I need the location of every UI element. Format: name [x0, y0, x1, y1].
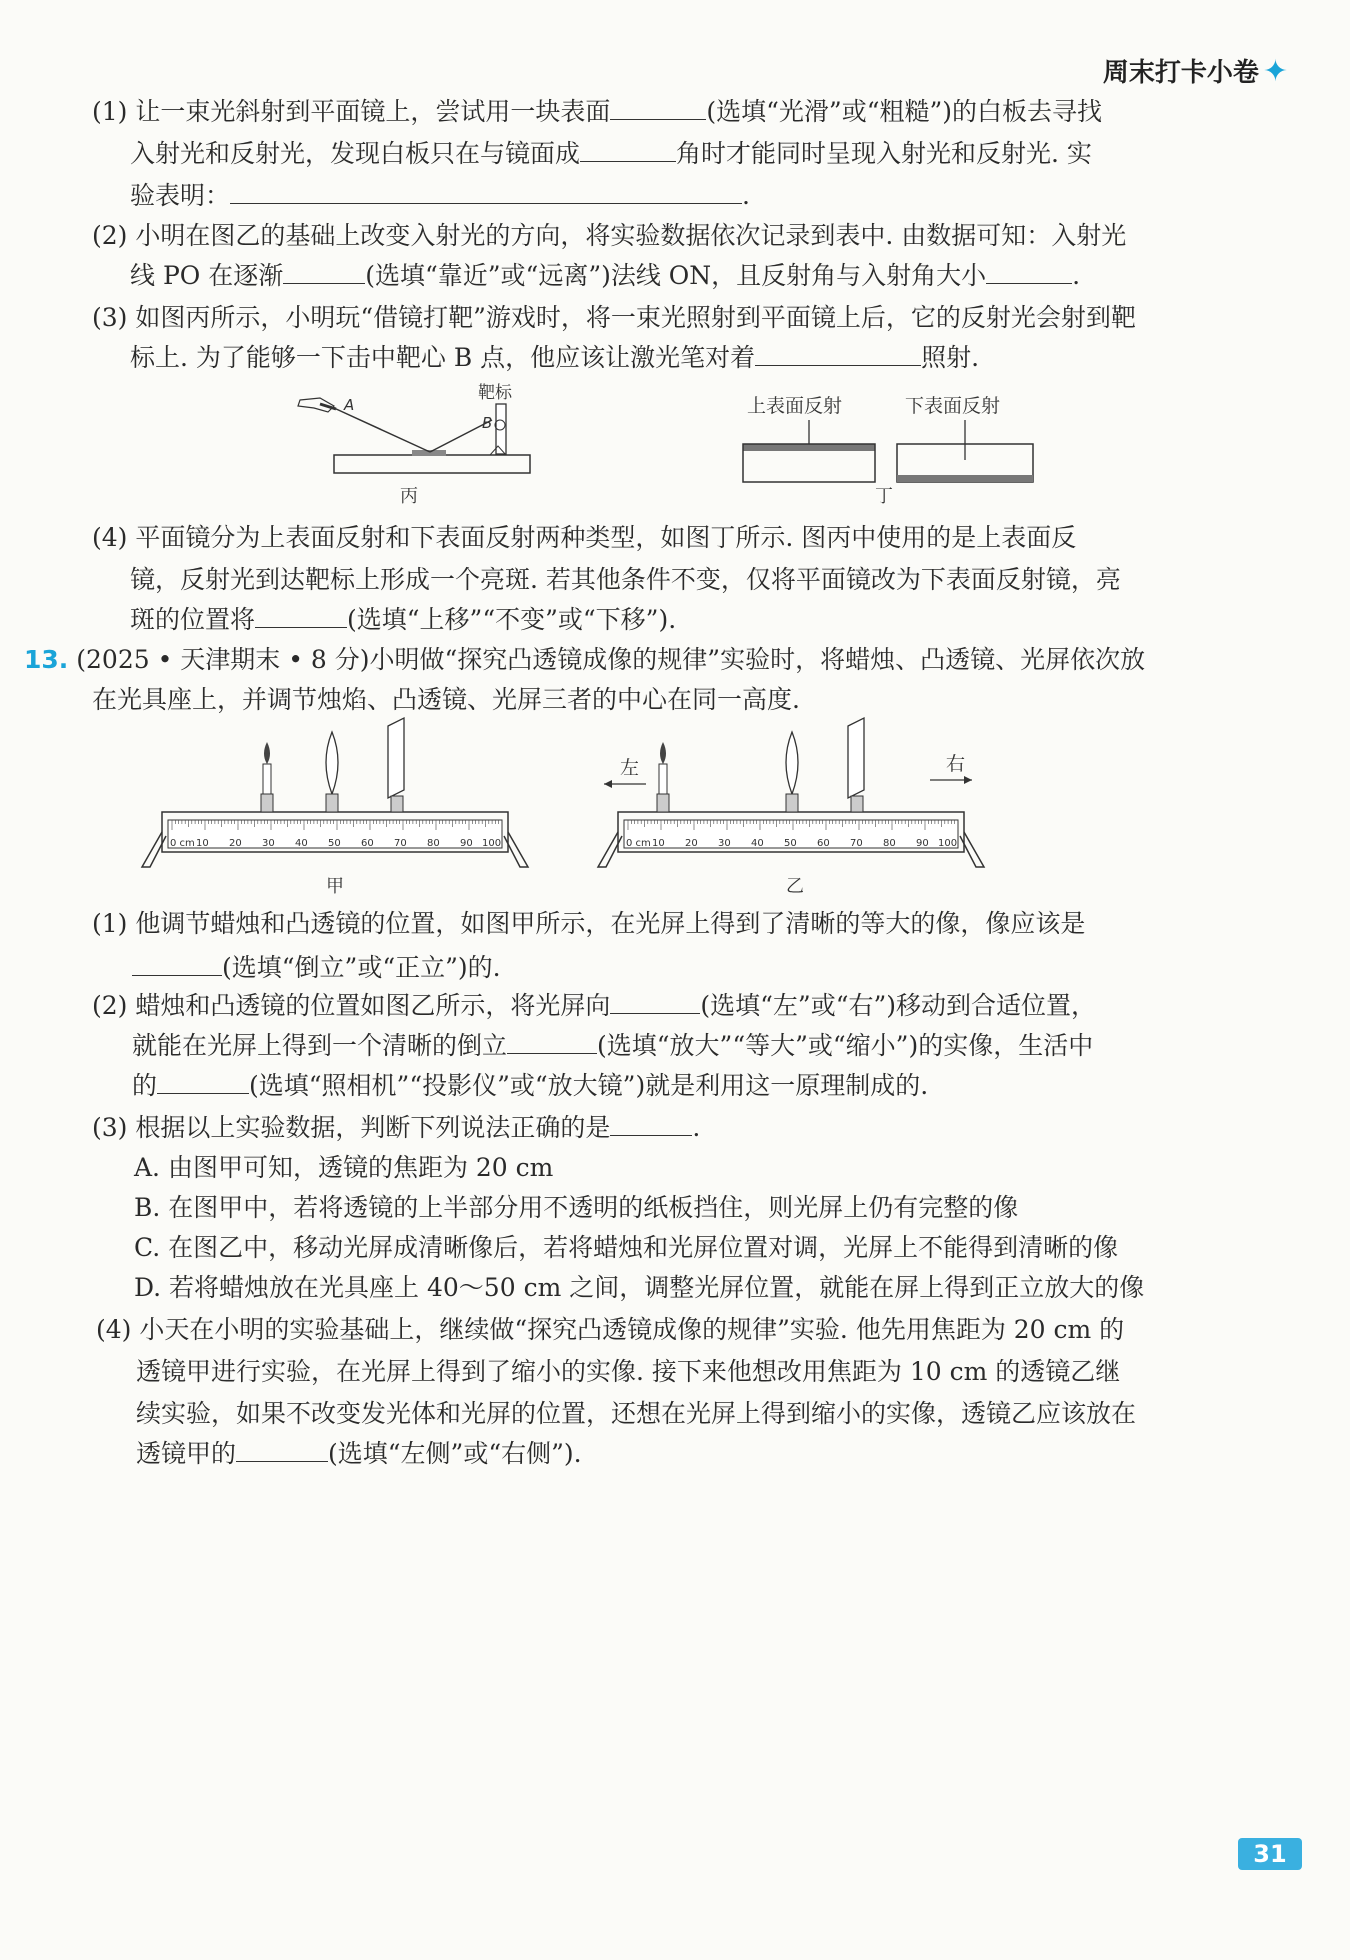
text: (选填“倒立”或“正立”)的. [222, 953, 501, 982]
convex-lens [786, 732, 798, 794]
text: (3) 根据以上实验数据，判断下列说法正确的是 [92, 1113, 611, 1142]
answer-blank[interactable] [610, 97, 706, 120]
text: . [742, 181, 750, 210]
label-b: B [482, 414, 493, 432]
caption-yi: 乙 [786, 876, 804, 897]
ruler-tick-label: 70 [850, 838, 863, 849]
text: 透镜甲的 [136, 1439, 237, 1468]
q13-p4-line4 [136, 1438, 582, 1470]
ruler-tick-label: 70 [394, 838, 407, 849]
q13-p1-line1: (1) 他调节蜡烛和凸透镜的位置，如图甲所示，在光屏上得到了清晰的等大的像，像应该是 [92, 909, 1086, 938]
figure-ding [735, 380, 1045, 510]
text: (1) 让一束光斜射到平面镜上，尝试用一块表面 [92, 97, 611, 126]
text: 角时才能同时呈现入射光和反射光. 实 [676, 139, 1092, 168]
q12-p3-line1: (3) 如图丙所示，小明玩“借镜打靶”游戏时，将一束光照射到平面镜上后，它的反射光会射到靶 [92, 303, 1136, 332]
text: 的 [132, 1071, 158, 1100]
q13-p4-line1: (4) 小天在小明的实验基础上，继续做“探究凸透镜成像的规律”实验. 他先用焦距为 20 cm 的 [96, 1315, 1125, 1344]
label-a: A [344, 396, 355, 414]
ruler-tick-label: 50 [328, 838, 341, 849]
caption-jia: 甲 [326, 876, 344, 897]
answer-blank[interactable] [157, 1071, 249, 1094]
light-screen [848, 718, 864, 798]
page-header [1103, 52, 1288, 89]
page-number: 31 [1238, 1838, 1302, 1870]
ruler-tick-label: 100 [482, 838, 502, 849]
q12-p1-line1 [92, 96, 1102, 128]
q13-p4-line3: 续实验，如果不改变发光体和光屏的位置，还想在光屏上得到缩小的实像，透镜乙应该放在 [136, 1399, 1137, 1428]
answer-blank[interactable] [507, 1031, 597, 1054]
answer-blank[interactable] [283, 261, 365, 284]
lower-reflect-layer [897, 475, 1033, 482]
text: 入射光和反射光，发现白板只在与镜面成 [130, 139, 581, 168]
answer-blank[interactable] [755, 343, 921, 366]
ruler-tick-label: 40 [295, 838, 308, 849]
q12-p1-line3 [130, 180, 750, 212]
q13-intro-line2: 在光具座上，并调节烛焰、凸透镜、光屏三者的中心在同一高度. [92, 685, 800, 714]
figure-jia [132, 712, 532, 902]
screen-holder [851, 796, 863, 812]
text: (选填“放大”“等大”或“缩小”)的实像，生活中 [597, 1031, 1094, 1060]
choice-b[interactable]: B. 在图甲中，若将透镜的上半部分用不透明的纸板挡住，则光屏上仍有完整的像 [134, 1193, 1019, 1222]
text: (2) 蜡烛和凸透镜的位置如图乙所示，将光屏向 [92, 991, 611, 1020]
ruler-tick-label: 10 [652, 838, 665, 849]
question-number: 13. [24, 645, 69, 674]
incident-ray [334, 408, 430, 452]
caption-bing: 丙 [400, 486, 418, 507]
ruler-tick-label: 0 cm [626, 838, 651, 849]
flame-icon [660, 742, 666, 764]
candle [659, 764, 667, 794]
text: (2025 • 天津期末 • 8 分)小明做“探究凸透镜成像的规律”实验时，将蜡烛、凸透镜、光屏依次放 [76, 645, 1146, 674]
star-icon: ✦ [1262, 54, 1288, 89]
text: (选填“靠近”或“远离”)法线 ON，且反射角与入射角大小 [365, 261, 987, 290]
ruler-tick-label: 30 [262, 838, 275, 849]
ruler-tick-label: 20 [229, 838, 242, 849]
text: (选填“照相机”“投影仪”或“放大镜”)就是利用这一原理制成的. [249, 1071, 929, 1100]
q13-p3-line1 [92, 1112, 700, 1144]
ruler-tick-label: 80 [427, 838, 440, 849]
choice-c[interactable]: C. 在图乙中，移动光屏成清晰像后，若将蜡烛和光屏位置对调，光屏上不能得到清晰的像 [134, 1233, 1119, 1262]
q12-p1-line2 [130, 138, 1092, 170]
q13-p2-line2 [132, 1030, 1093, 1062]
flame-icon [264, 742, 270, 764]
answer-blank[interactable] [610, 991, 700, 1014]
answer-blank[interactable] [236, 1439, 328, 1462]
text: 照射. [921, 343, 980, 372]
answer-blank[interactable] [610, 1113, 692, 1136]
q12-p4-line3 [130, 604, 676, 636]
upper-surface-label: 上表面反射 [747, 395, 843, 417]
ruler-tick-label: 90 [460, 838, 473, 849]
mirror-base [334, 455, 530, 473]
text: (选填“上移”“不变”或“下移”). [347, 605, 677, 634]
ruler-tick-label: 60 [361, 838, 374, 849]
text: 标上. 为了能够一下击中靶心 B 点，他应该让激光笔对着 [130, 343, 756, 372]
q13-intro-line1 [24, 644, 1145, 676]
candle-holder [657, 794, 669, 812]
right-label: 右 [946, 753, 966, 775]
q12-p4-line2: 镜，反射光到达靶标上形成一个亮斑. 若其他条件不变，仅将平面镜改为下表面反射镜，亮 [130, 565, 1121, 594]
figure-yi [596, 712, 996, 902]
choice-d[interactable]: D. 若将蜡烛放在光具座上 40～50 cm 之间，调整光屏位置，就能在屏上得到正立放大的像 [134, 1273, 1145, 1302]
right-arrow-icon [964, 776, 972, 784]
q12-p2-line2 [130, 260, 1080, 292]
ruler-tick-label: 0 cm [170, 838, 195, 849]
text: . [692, 1113, 701, 1142]
ruler-tick-label: 60 [817, 838, 830, 849]
target-label: 靶标 [478, 383, 512, 403]
lens-holder [326, 794, 338, 812]
caption-ding: 丁 [875, 486, 893, 507]
text: . [1072, 261, 1081, 290]
answer-blank[interactable] [230, 181, 742, 204]
screen-holder [391, 796, 403, 812]
lens-holder [786, 794, 798, 812]
text: 线 PO 在逐渐 [130, 261, 284, 290]
q12-p3-line2 [130, 342, 979, 374]
ruler-tick-label: 100 [938, 838, 958, 849]
q12-p4-line1: (4) 平面镜分为上表面反射和下表面反射两种类型，如图丁所示. 图丙中使用的是上表面反 [92, 523, 1077, 552]
ruler-tick-label: 40 [751, 838, 764, 849]
q13-p1-line2 [132, 952, 501, 984]
ruler-tick-label: 90 [916, 838, 929, 849]
choice-a[interactable]: A. 由图甲可知，透镜的焦距为 20 cm [134, 1153, 554, 1182]
hand-icon [298, 398, 334, 412]
answer-blank[interactable] [255, 605, 347, 628]
answer-blank[interactable] [986, 261, 1072, 284]
upper-reflect-layer [743, 444, 875, 451]
figure-bing [290, 380, 540, 510]
header-title: 周末打卡小卷 [1102, 58, 1259, 88]
text: 验表明： [130, 181, 231, 210]
answer-blank[interactable] [580, 139, 676, 162]
light-screen [388, 718, 404, 798]
candle-holder [261, 794, 273, 812]
q13-p4-line2: 透镜甲进行实验，在光屏上得到了缩小的实像. 接下来他想改用焦距为 10 cm 的透镜乙继 [136, 1357, 1121, 1386]
lower-surface-label: 下表面反射 [905, 395, 1001, 417]
text: 就能在光屏上得到一个清晰的倒立 [132, 1031, 508, 1060]
ruler-tick-label: 50 [784, 838, 797, 849]
text: (选填“左侧”或“右侧”). [328, 1439, 582, 1468]
convex-lens [326, 732, 338, 794]
ruler-tick-label: 10 [196, 838, 209, 849]
text: (选填“光滑”或“粗糙”)的白板去寻找 [706, 97, 1103, 126]
left-label: 左 [620, 757, 640, 779]
left-arrow-icon [604, 780, 612, 788]
q13-p2-line3 [132, 1070, 928, 1102]
ruler-tick-label: 80 [883, 838, 896, 849]
answer-blank[interactable] [132, 953, 222, 976]
text: (选填“左”或“右”)移动到合适位置， [700, 991, 1097, 1020]
ruler-tick-label: 20 [685, 838, 698, 849]
ruler-tick-label: 30 [718, 838, 731, 849]
candle [263, 764, 271, 794]
q13-p2-line1 [92, 990, 1096, 1022]
text: 斑的位置将 [130, 605, 256, 634]
q12-p2-line1: (2) 小明在图乙的基础上改变入射光的方向，将实验数据依次记录到表中. 由数据可知：入射光 [92, 221, 1127, 250]
